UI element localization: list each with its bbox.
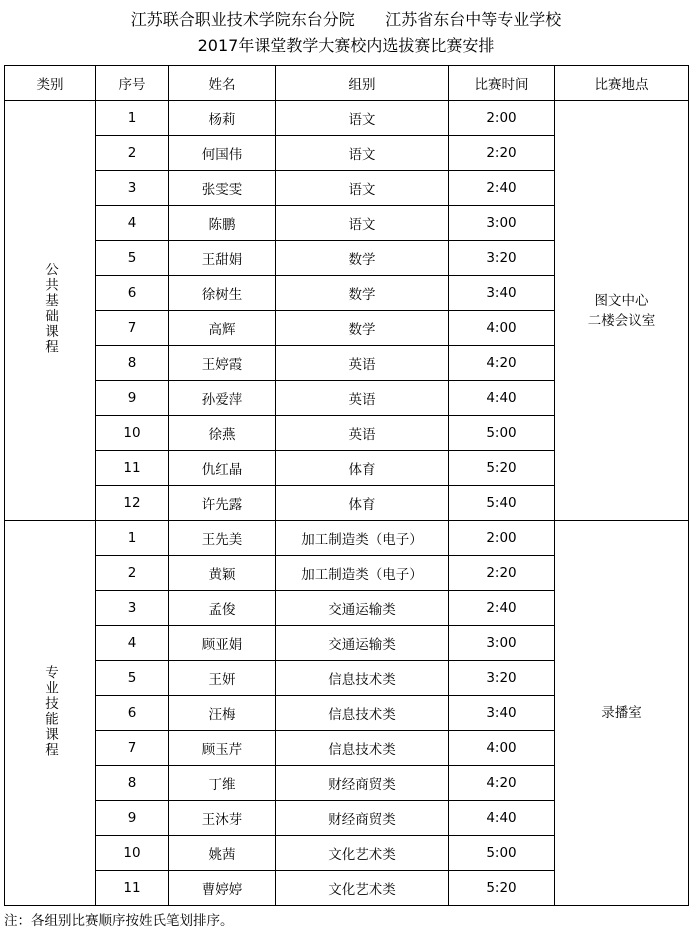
time-cell: 4:20 xyxy=(449,346,555,381)
time-cell: 5:00 xyxy=(449,416,555,451)
time-cell: 3:20 xyxy=(449,241,555,276)
location-cell: 录播室 xyxy=(555,521,689,906)
name-cell: 许先露 xyxy=(169,486,276,521)
seq-cell: 1 xyxy=(96,521,169,556)
name-cell: 陈鹏 xyxy=(169,206,276,241)
seq-cell: 10 xyxy=(96,416,169,451)
category-cell xyxy=(5,101,96,521)
name-cell: 王妍 xyxy=(169,661,276,696)
name-cell: 丁维 xyxy=(169,766,276,801)
time-cell: 3:00 xyxy=(449,206,555,241)
category-label: 专业技能课程 xyxy=(42,664,58,758)
schedule-table xyxy=(4,65,689,906)
time-cell: 3:40 xyxy=(449,696,555,731)
seq-cell: 5 xyxy=(96,661,169,696)
time-cell: 4:20 xyxy=(449,766,555,801)
group-cell: 数学 xyxy=(276,276,449,311)
name-cell: 王婷霞 xyxy=(169,346,276,381)
seq-cell: 4 xyxy=(96,626,169,661)
group-cell: 体育 xyxy=(276,486,449,521)
name-cell: 曹婷婷 xyxy=(169,871,276,906)
seq-cell: 12 xyxy=(96,486,169,521)
name-cell: 徐树生 xyxy=(169,276,276,311)
seq-cell: 5 xyxy=(96,241,169,276)
seq-cell: 11 xyxy=(96,451,169,486)
group-cell: 加工制造类（电子） xyxy=(276,521,449,556)
header-name: 姓名 xyxy=(169,66,276,101)
time-cell: 2:00 xyxy=(449,521,555,556)
seq-cell: 9 xyxy=(96,381,169,416)
seq-cell: 2 xyxy=(96,556,169,591)
seq-cell: 7 xyxy=(96,731,169,766)
time-cell: 5:00 xyxy=(449,836,555,871)
group-cell: 英语 xyxy=(276,381,449,416)
seq-cell: 6 xyxy=(96,696,169,731)
time-cell: 4:40 xyxy=(449,381,555,416)
category-cell xyxy=(5,521,96,906)
name-cell: 姚茜 xyxy=(169,836,276,871)
name-cell: 王甜娟 xyxy=(169,241,276,276)
seq-cell: 9 xyxy=(96,801,169,836)
seq-cell: 1 xyxy=(96,101,169,136)
time-cell: 2:40 xyxy=(449,171,555,206)
group-cell: 交通运输类 xyxy=(276,591,449,626)
name-cell: 高辉 xyxy=(169,311,276,346)
seq-cell: 6 xyxy=(96,276,169,311)
time-cell: 2:00 xyxy=(449,101,555,136)
seq-cell: 8 xyxy=(96,766,169,801)
group-cell: 信息技术类 xyxy=(276,731,449,766)
name-cell: 王沐芽 xyxy=(169,801,276,836)
header-seq: 序号 xyxy=(96,66,169,101)
time-cell: 4:00 xyxy=(449,311,555,346)
name-cell: 杨莉 xyxy=(169,101,276,136)
group-cell: 语文 xyxy=(276,171,449,206)
time-cell: 4:00 xyxy=(449,731,555,766)
location-cell: 图文中心 二楼会议室 xyxy=(555,101,689,521)
page-title-event: 2017年课堂教学大赛校内选拔赛比赛安排 xyxy=(197,36,495,55)
group-cell: 语文 xyxy=(276,206,449,241)
time-cell: 4:40 xyxy=(449,801,555,836)
seq-cell: 11 xyxy=(96,871,169,906)
group-cell: 体育 xyxy=(276,451,449,486)
group-cell: 英语 xyxy=(276,416,449,451)
group-cell: 文化艺术类 xyxy=(276,871,449,906)
table-row xyxy=(5,521,689,556)
name-cell: 王先美 xyxy=(169,521,276,556)
seq-cell: 7 xyxy=(96,311,169,346)
group-cell: 财经商贸类 xyxy=(276,801,449,836)
name-cell: 何国伟 xyxy=(169,136,276,171)
seq-cell: 4 xyxy=(96,206,169,241)
time-cell: 5:40 xyxy=(449,486,555,521)
name-cell: 张雯雯 xyxy=(169,171,276,206)
group-cell: 财经商贸类 xyxy=(276,766,449,801)
table-body xyxy=(5,101,689,906)
time-cell: 5:20 xyxy=(449,451,555,486)
group-cell: 数学 xyxy=(276,241,449,276)
header-category: 类别 xyxy=(5,66,96,101)
seq-cell: 8 xyxy=(96,346,169,381)
header-time: 比赛时间 xyxy=(449,66,555,101)
time-cell: 2:20 xyxy=(449,556,555,591)
header-group: 组别 xyxy=(276,66,449,101)
time-cell: 3:00 xyxy=(449,626,555,661)
header-location: 比赛地点 xyxy=(555,66,689,101)
name-cell: 徐燕 xyxy=(169,416,276,451)
name-cell: 顾亚娟 xyxy=(169,626,276,661)
seq-cell: 3 xyxy=(96,171,169,206)
name-cell: 仇红晶 xyxy=(169,451,276,486)
group-cell: 信息技术类 xyxy=(276,661,449,696)
group-cell: 语文 xyxy=(276,136,449,171)
time-cell: 3:20 xyxy=(449,661,555,696)
group-cell: 信息技术类 xyxy=(276,696,449,731)
time-cell: 3:40 xyxy=(449,276,555,311)
table-header-row xyxy=(5,66,689,101)
page-title-schools: 江苏联合职业技术学院东台分院 江苏省东台中等专业学校 xyxy=(130,10,562,29)
name-cell: 孙爱萍 xyxy=(169,381,276,416)
seq-cell: 3 xyxy=(96,591,169,626)
category-label: 公共基础课程 xyxy=(42,262,58,355)
group-cell: 加工制造类（电子） xyxy=(276,556,449,591)
name-cell: 黄颖 xyxy=(169,556,276,591)
group-cell: 语文 xyxy=(276,101,449,136)
time-cell: 5:20 xyxy=(449,871,555,906)
seq-cell: 10 xyxy=(96,836,169,871)
footnote: 注：各组别比赛顺序按姓氏笔划排序。 xyxy=(4,913,234,929)
group-cell: 交通运输类 xyxy=(276,626,449,661)
name-cell: 孟俊 xyxy=(169,591,276,626)
group-cell: 文化艺术类 xyxy=(276,836,449,871)
seq-cell: 2 xyxy=(96,136,169,171)
name-cell: 汪梅 xyxy=(169,696,276,731)
group-cell: 数学 xyxy=(276,311,449,346)
time-cell: 2:20 xyxy=(449,136,555,171)
group-cell: 英语 xyxy=(276,346,449,381)
name-cell: 顾玉芹 xyxy=(169,731,276,766)
time-cell: 2:40 xyxy=(449,591,555,626)
table-row xyxy=(5,101,689,136)
